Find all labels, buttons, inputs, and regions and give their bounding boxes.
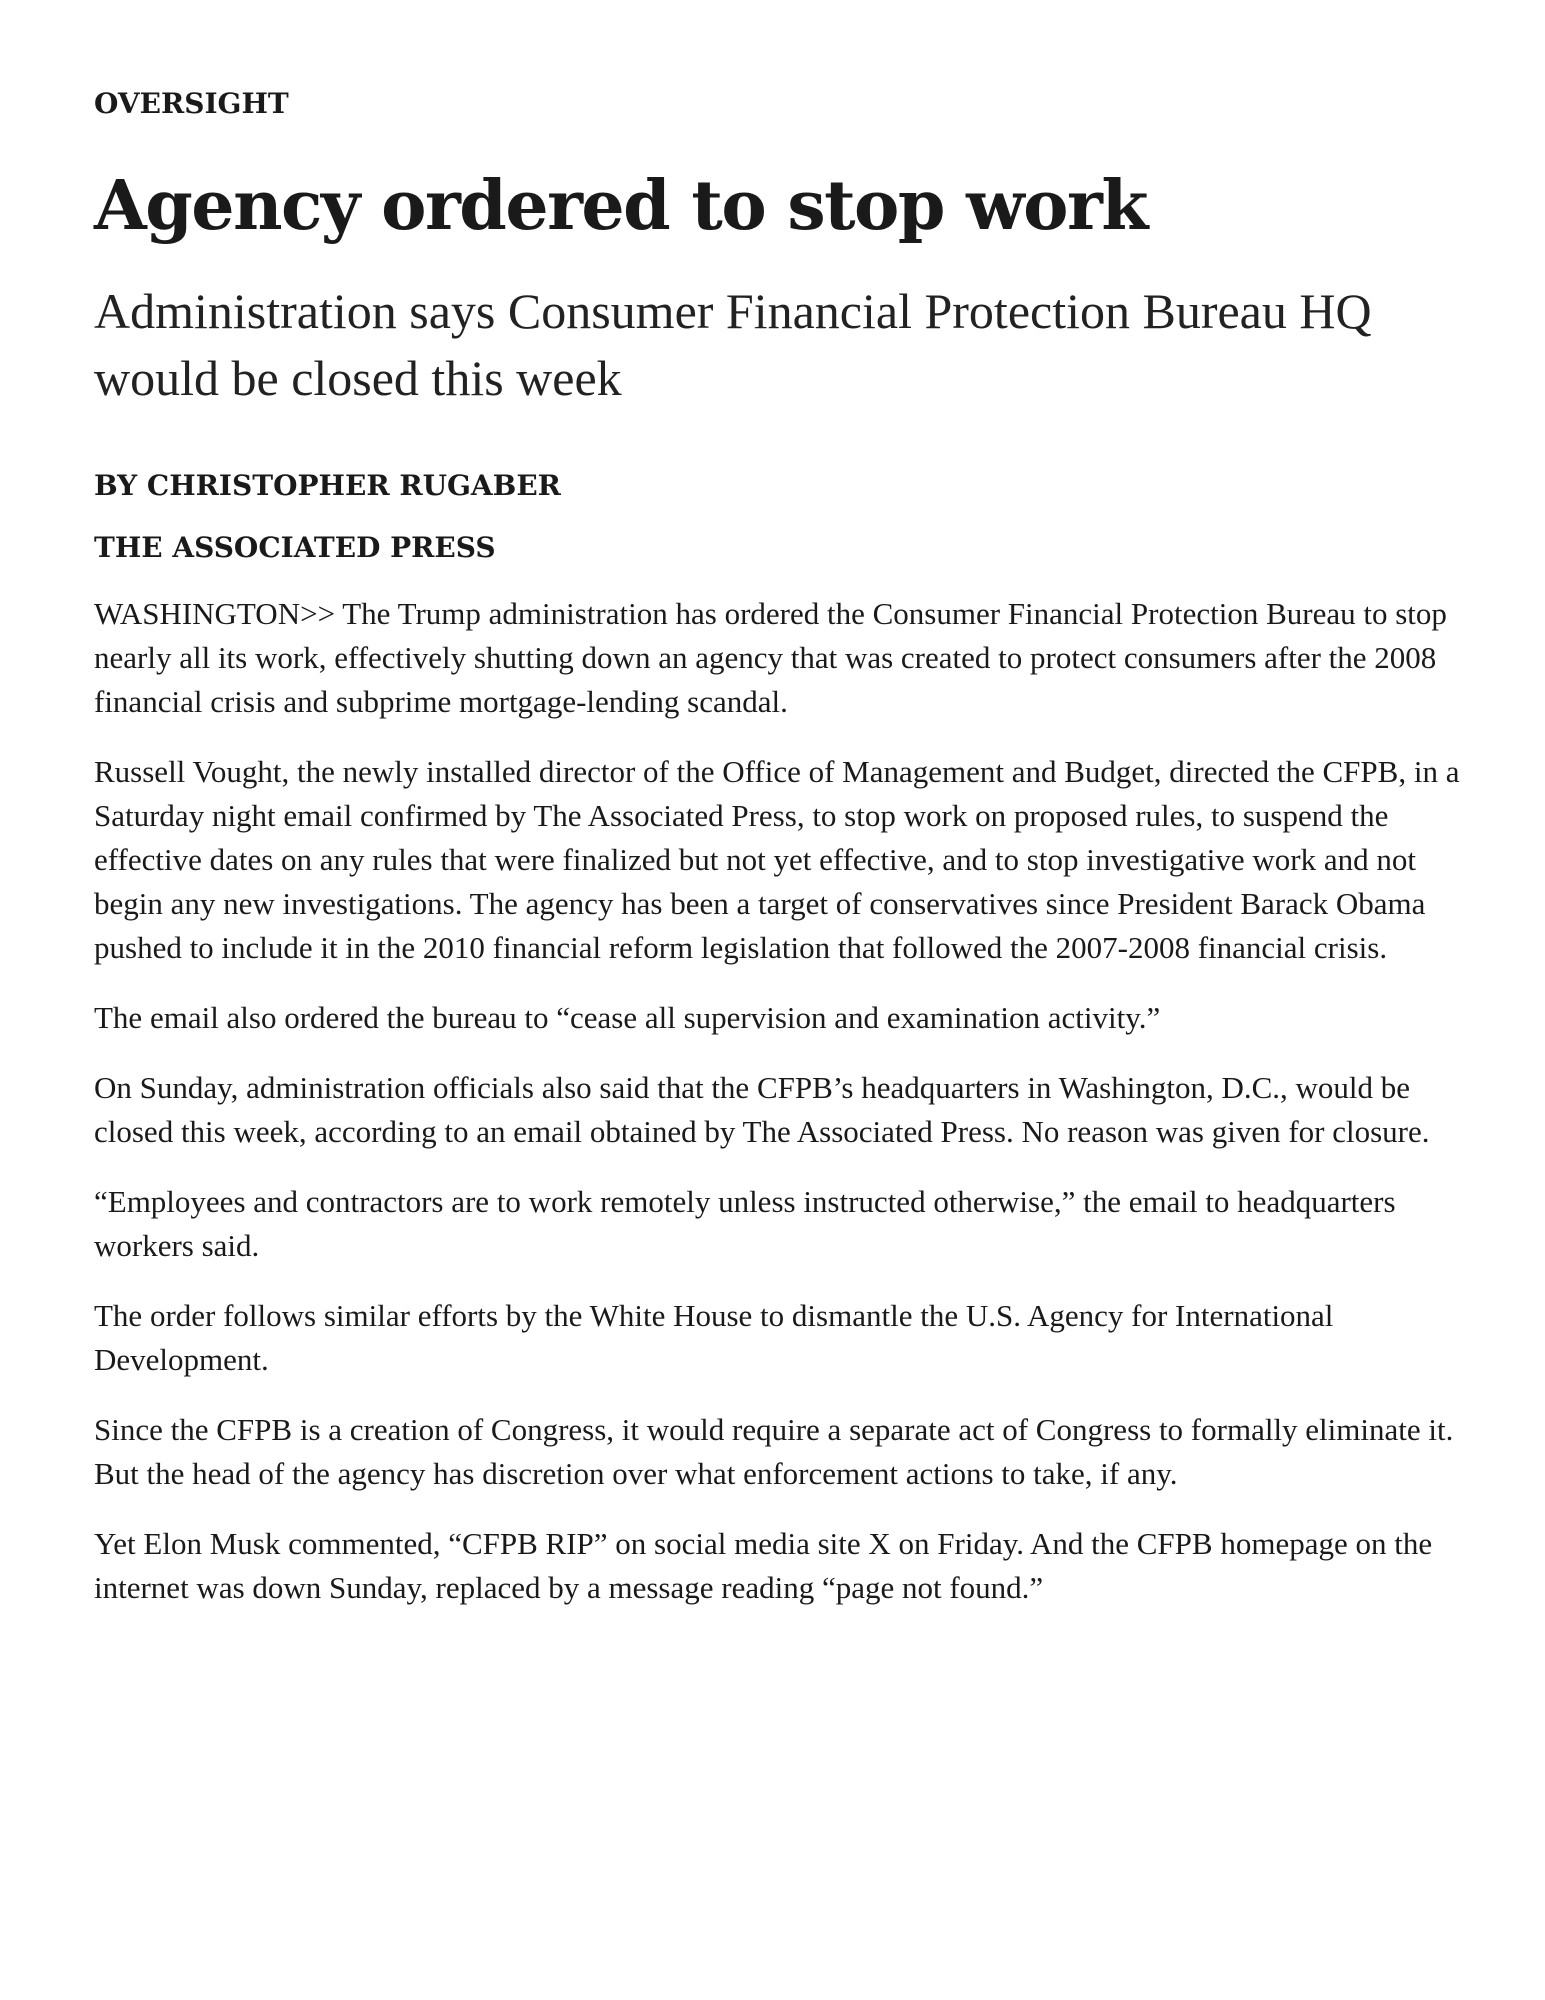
news-agency: THE ASSOCIATED PRESS — [94, 531, 496, 564]
paragraph: The order follows similar efforts by the White House to dismantle the U.S. Agency for International Development. — [94, 1298, 1334, 1377]
subheadline: Administration says Consumer Financial Protection Bureau HQ would be closed this week — [94, 283, 1372, 406]
paragraph: Since the CFPB is a creation of Congress, it would require a separate act of Congress to formally eliminate it. But the head of the agency has discretion over what enforcement actions to take, if any. — [94, 1412, 1454, 1491]
article-body — [94, 592, 1460, 1610]
paragraph: Yet Elon Musk commented, “CFPB RIP” on social media site X on Friday. And the CFPB homepage on the internet was down Sunday, replaced by a message reading “page not found.” — [94, 1526, 1433, 1605]
byline: BY CHRISTOPHER RUGABER — [94, 469, 561, 502]
paragraph: “Employees and contractors are to work remotely unless instructed otherwise,” the email to headquarters workers said. — [94, 1184, 1396, 1263]
article — [94, 86, 1460, 1636]
paragraph: The email also ordered the bureau to “cease all supervision and examination activity.” — [94, 1000, 1161, 1035]
paragraph: WASHINGTON>> The Trump administration has ordered the Consumer Financial Protection Bureau to stop nearly all its work, effectively shutting down an agency that was created to protect consumers after the 2008 financial crisis and subprime mortgage-lending scandal. — [94, 596, 1447, 719]
paragraph: On Sunday, administration officials also said that the CFPB’s headquarters in Washington, D.C., would be closed this week, according to an email obtained by The Associated Press. No reason was given for closure. — [94, 1070, 1430, 1149]
paragraph: Russell Vought, the newly installed director of the Office of Management and Budget, directed the CFPB, in a Saturday night email confirmed by The Associated Press, to stop work on proposed rules, to suspend the effective dates on any rules that were finalized but not yet effective, and to stop investigative work and not begin any new investigations. The agency has been a target of conservatives since President Barack Obama pushed to include it in the 2010 financial reform legislation that followed the 2007-2008 financial crisis. — [94, 754, 1460, 965]
headline: Agency ordered to stop work — [94, 166, 1147, 246]
section-label: OVERSIGHT — [94, 87, 289, 120]
